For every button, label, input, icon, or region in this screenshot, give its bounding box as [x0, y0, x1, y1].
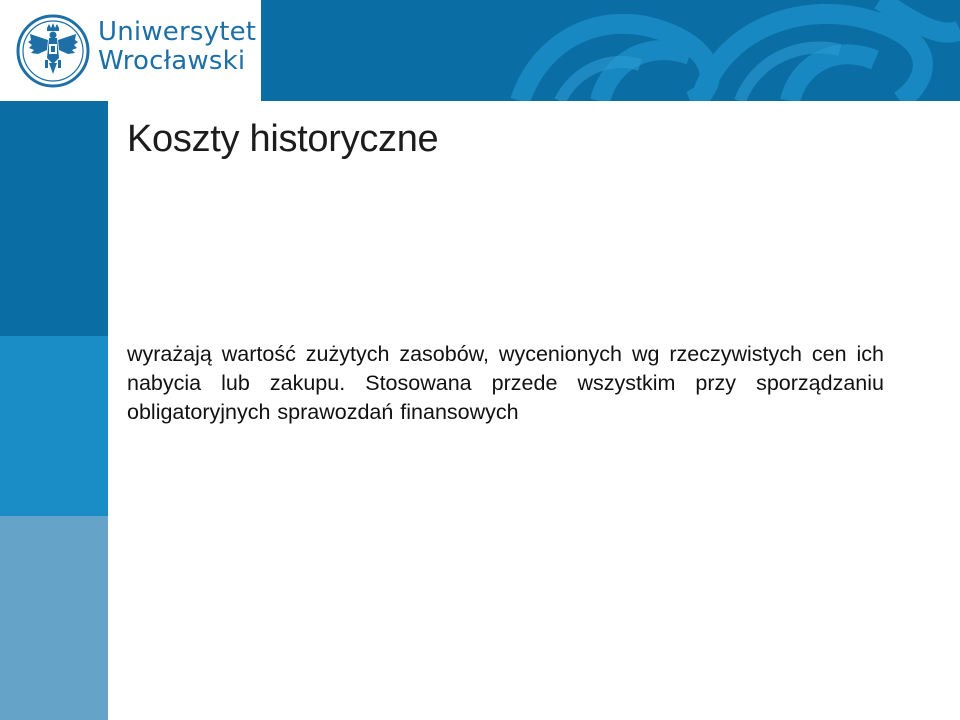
- side-band-middle: [0, 336, 108, 516]
- university-eagle-emblem-icon: [16, 14, 90, 88]
- slide-title: Koszty historyczne: [127, 118, 439, 160]
- university-name-line1: Uniwersytet: [98, 17, 257, 47]
- logo-panel: [0, 0, 261, 101]
- university-name: [98, 18, 256, 76]
- slide-body-text: wyrażają wartość zużytych zasobów, wycenionych wg rzeczywistych cen ich nabycia lub zakupu. Stosowana przede wszystkim przy sporządzaniu obligatoryjnych sprawozdań finansowych: [127, 342, 884, 424]
- side-band-bottom: [0, 516, 108, 720]
- side-band-top: [0, 101, 108, 336]
- university-name-line2: Wrocławski: [98, 46, 246, 76]
